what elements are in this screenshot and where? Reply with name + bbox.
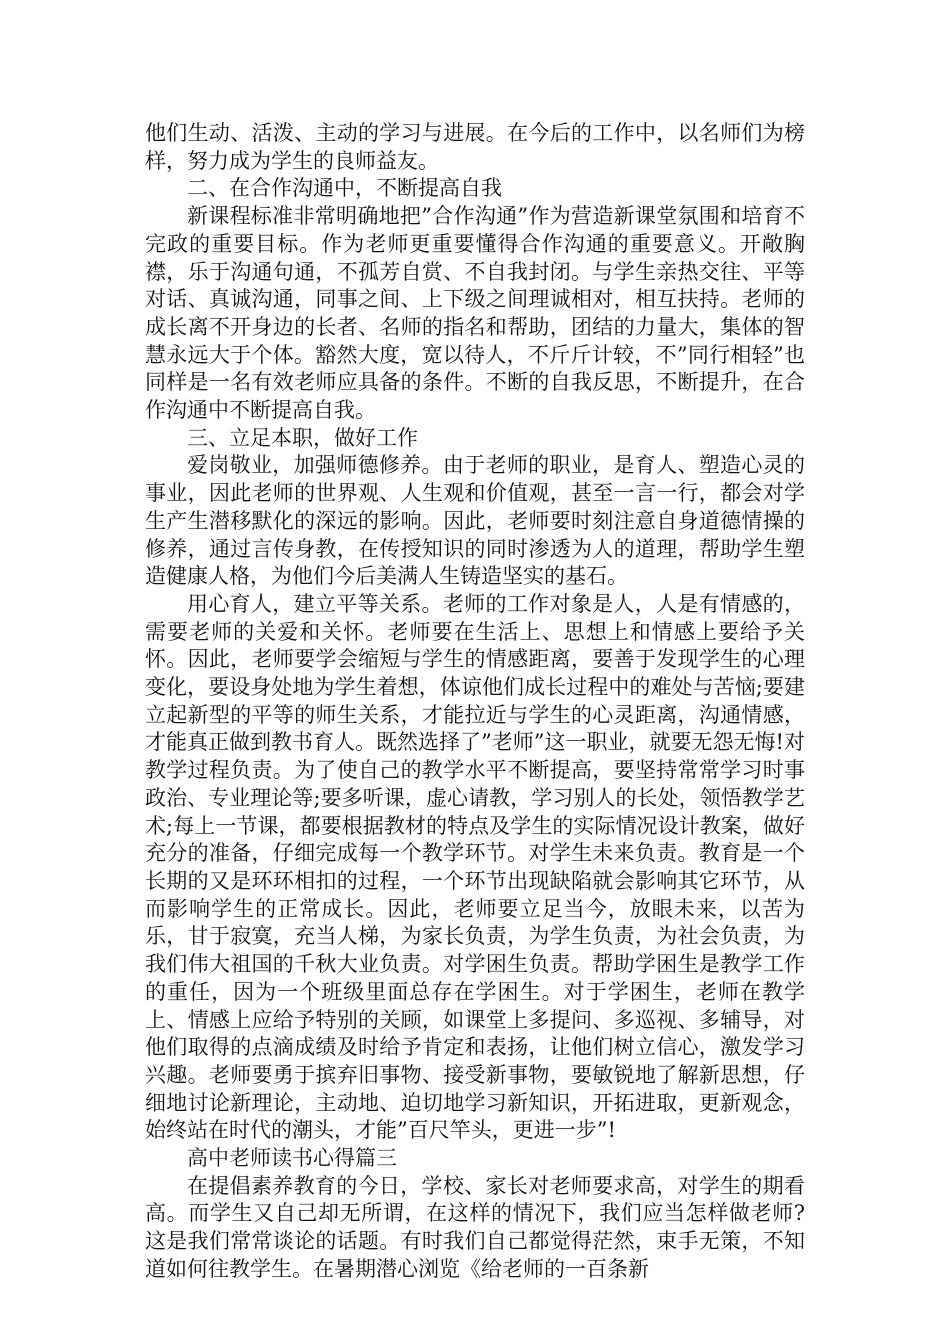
paragraph: 用心育人，建立平等关系。老师的工作对象是人，人是有情感的，需要老师的关爱和关怀。老师要在生活上、思想上和情感上要给予关怀。因此，老师要学会缩短与学生的情感距离，要善于发现学生的心理变化，要设身处地为学生着想，体谅他们成长过程中的难处与苦恼;要建立起新型的平等的师生关系，才能拉近与学生的心灵距离，沟通情感，才能真正做到教书育人。既然选择了”老师”这一职业，就要无怨无悔!对教学过程负责。为了使自己的教学水平不断提高，要坚持常常学习时事政治、专业理论等;要多听课，虚心请教，学习别人的长处，领悟教学艺术;每上一节课，都要根据教材的特点及学生的实际情况设计教案，做好充分的准备，仔细完成每一个教学环节。对学生未来负责。教育是一个长期的又是环环相扣的过程，一个环节出现缺陷就会影响其它环节，从而影响学生的正常成长。因此，老师要立足当今，放眼未来，以苦为乐，甘于寂寞，充当人梯，为家长负责，为学生负责，为社会负责，为我们伟大祖国的千秋大业负责。对学困生负责。帮助学困生是教学工作的重任，因为一个班级里面总存在学困生。对于学困生，老师在教学上、情感上应给予特别的关顾，如课堂上多提问、多巡视、多辅导，对他们取得的点滴成绩及时给予肯定和表扬，让他们树立信心，激发学习兴趣。老师要勇于摈弃旧事物、接受新事物，要敏锐地了解新思想，仔细地讨论新理论，主动地、迫切地学习新知识，开拓进取，更新观念，始终站在时代的潮头，才能”百尺竿头，更进一步”! (145, 591, 805, 1143)
document-page (145, 120, 805, 1284)
paragraph: 爱岗敬业，加强师德修养。由于老师的职业，是育人、塑造心灵的事业，因此老师的世界观、人生观和价值观，甚至一言一行，都会对学生产生潜移默化的深远的影响。因此，老师要时刻注意自身道德情操的修养，通过言传身教，在传授知识的同时渗透为人的道理，帮助学生塑造健康人格，为他们今后美满人生铸造坚实的基石。 (145, 453, 805, 589)
section-heading-3: 三、立足本职，做好工作 (187, 425, 418, 450)
paragraph: 新课程标准非常明确地把”合作沟通”作为营造新课堂氛围和培育不完政的重要目标。作为老师更重要懂得合作沟通的重要意义。开敞胸襟，乐于沟通句通，不孤芳自赏、不自我封闭。与学生亲热交往、平等对话、真诚沟通，同事之间、上下级之间理诚相对，相互扶持。老师的成长离不开身边的长者、名师的指名和帮助，团结的力量大，集体的智慧永远大于个体。豁然大度，宽以待人，不斤斤计较，不”同行相轻”也同样是一名有效老师应具备的条件。不断的自我反思，不断提升，在合作沟通中不断提高自我。 (145, 204, 805, 423)
paragraph: 在提倡素养教育的今日，学校、家长对老师要求高，对学生的期看高。而学生又自己却无所谓，在这样的情况下，我们应当怎样做老师?这是我们常常谈论的话题。有时我们自己都觉得茫然，束手无策，不知道如何往教学生。在暑期潜心浏览《给老师的一百条新 (145, 1173, 805, 1281)
article-title: 高中老师读书心得篇三 (187, 1146, 397, 1171)
section-heading-2: 二、在合作沟通中，不断提高自我 (187, 176, 502, 201)
paragraph-continued: 他们生动、活泼、主动的学习与进展。在今后的工作中，以名师们为榜样，努力成为学生的良师益友。 (145, 121, 805, 173)
